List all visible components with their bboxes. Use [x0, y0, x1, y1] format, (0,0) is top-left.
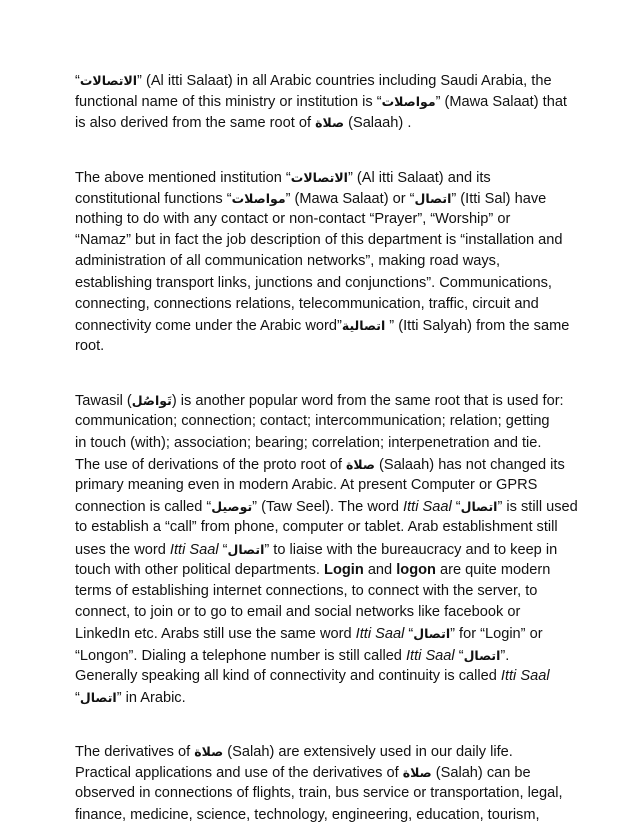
paragraph-gap: [75, 134, 570, 167]
text-segment: “: [75, 73, 80, 89]
text-line: [75, 167, 570, 188]
text-line: [75, 390, 570, 411]
text-line: [75, 560, 570, 581]
bold-term: logon: [396, 561, 436, 578]
text-segment: communication; connection; contact; intercommunication; relation; getting: [75, 413, 550, 430]
text-line: [75, 336, 570, 357]
text-segment: finance, medicine, science, technology, engineering, education, tourism,: [75, 806, 540, 823]
text-segment: connecting, connections relations, telecommunication, traffic, circuit and: [75, 295, 539, 312]
text-line: [75, 411, 570, 432]
text-segment: (Salah) can be: [431, 765, 531, 782]
text-segment: ” (Mawa Salaat) or “: [285, 190, 415, 207]
text-segment: ” (Taw Seel). The word: [252, 499, 404, 516]
arabic-term: صلاة: [315, 115, 345, 131]
paragraph-gap: [75, 708, 570, 741]
arabic-term: اتصال: [414, 190, 452, 206]
text-segment: to establish a “call” from phone, computer or tablet. Arab establishment still: [75, 519, 558, 536]
text-line: [75, 687, 570, 708]
text-line: [75, 805, 570, 826]
arabic-term: الاتصالات: [79, 73, 138, 88]
text-segment: Generally speaking all kind of connectivity and continuity is called: [75, 667, 501, 684]
text-line: [75, 783, 570, 804]
text-segment: ” (Mawa Salaat) that: [435, 94, 567, 111]
text-line: [75, 230, 570, 251]
text-segment: The derivatives of: [75, 744, 195, 761]
text-line: [75, 517, 570, 538]
text-segment: ” for “Login” or: [450, 626, 543, 643]
text-segment: connect, to join or to go to email and social networks like facebook or: [75, 604, 521, 621]
arabic-term: اتصال: [460, 499, 498, 515]
arabic-term: توصيل: [211, 499, 253, 515]
text-line: [75, 496, 578, 517]
italic-term: Itti Saal: [169, 541, 219, 558]
arabic-term: اتصال: [79, 689, 117, 705]
text-segment: administration of all communication networks”, making road ways,: [75, 253, 501, 270]
text-segment: (Salaah) .: [344, 115, 412, 132]
text-line: [75, 666, 570, 687]
text-segment: ” (Al itti Salaat) in all Arabic countries including Saudi Arabia, the: [137, 73, 552, 89]
text-segment: functional name of this ministry or institution is “: [75, 94, 382, 111]
text-segment: ”.: [500, 647, 510, 664]
text-segment: ” (Itti Sal) have: [451, 190, 547, 207]
text-segment: uses the word: [75, 541, 170, 558]
text-segment: are quite modern: [435, 561, 551, 578]
text-segment: primary meaning even in modern Arabic. At present Computer or GPRS: [75, 477, 538, 493]
text-line: [75, 762, 570, 783]
arabic-term: مواصلات: [231, 190, 286, 206]
text-segment: “Namaz” but in fact the job description of this department is “installation and: [75, 232, 563, 249]
paragraph-gap: [75, 357, 570, 390]
text-segment: nothing to do with any contact or non-contact “Prayer”, “Worship” or: [75, 210, 511, 227]
text-line: [75, 581, 570, 602]
text-segment: ” in Arabic.: [116, 689, 186, 706]
italic-term: Itti Saal: [403, 499, 452, 516]
text-segment: Tawasil (: [75, 393, 132, 410]
text-line: [75, 454, 570, 475]
text-segment: (Salah) are extensively used in our daily life.: [223, 744, 513, 761]
text-line: [75, 188, 570, 209]
text-segment: “: [218, 541, 228, 558]
text-segment: in touch (with); association; bearing; correlation; interpenetration and tie.: [75, 434, 542, 451]
text-segment: ” (Al itti Salaat) and its: [347, 169, 491, 186]
arabic-term: صلاة: [194, 744, 224, 760]
text-segment: constitutional functions “: [75, 190, 232, 207]
text-line: [75, 741, 570, 762]
text-segment: Practical applications and use of the derivatives of: [75, 765, 403, 782]
text-line: [75, 645, 570, 666]
arabic-term: اتصال: [413, 626, 451, 642]
italic-term: Itti Saal: [500, 667, 550, 684]
text-line: [75, 433, 570, 454]
arabic-term: مواصلات: [381, 94, 436, 110]
text-line: [75, 273, 570, 294]
italic-term: Itti Saal: [405, 647, 455, 664]
arabic-term: تَواصُل: [131, 393, 172, 409]
text-segment: and: [363, 561, 397, 578]
text-segment: “: [451, 499, 461, 516]
text-line: [75, 91, 570, 112]
arabic-term: اتصال: [463, 647, 501, 663]
text-segment: terms of establishing internet connections, to connect with the server, to: [75, 582, 538, 599]
text-segment: The use of derivations of the proto root of: [75, 456, 346, 473]
text-segment: is also derived from the same root of: [75, 115, 316, 132]
arabic-term: اتصال: [227, 541, 265, 557]
arabic-term: صلاة: [402, 765, 432, 781]
text-segment: root.: [75, 338, 105, 355]
text-segment: LinkedIn etc. Arabs still use the same word: [75, 626, 356, 643]
paragraph: [75, 390, 578, 708]
arabic-term: صلاة: [345, 456, 375, 472]
text-line: [75, 539, 570, 560]
text-line: [75, 475, 570, 496]
text-line: [75, 70, 570, 91]
text-segment: “: [75, 689, 80, 706]
text-line: [75, 112, 570, 133]
text-segment: observed in connections of flights, train, bus service or transportation, legal,: [75, 785, 563, 802]
text-line: [75, 315, 570, 336]
italic-term: Itti Saal: [355, 626, 405, 643]
text-line: [75, 251, 570, 272]
text-segment: connection is called “: [75, 499, 212, 516]
document-body: [75, 70, 578, 826]
text-segment: touch with other political departments.: [75, 561, 325, 578]
text-segment: ) is another popular word from the same root that is used for:: [171, 393, 564, 410]
paragraph: [75, 167, 570, 358]
paragraph: [75, 741, 570, 826]
arabic-term: اتصالية: [341, 317, 386, 333]
text-segment: establishing transport links, junctions and conjunctions”. Communications,: [75, 274, 552, 291]
text-segment: ” is still used: [497, 499, 578, 516]
text-segment: “: [454, 647, 464, 664]
arabic-term: الاتصالات: [290, 169, 348, 185]
text-line: [75, 209, 570, 230]
text-segment: ” (Itti Salyah) from the same: [385, 317, 570, 334]
paragraph: [75, 70, 570, 134]
text-segment: The above mentioned institution “: [75, 169, 291, 186]
text-segment: (Salaah) has not changed its: [374, 456, 565, 473]
text-line: [75, 623, 570, 644]
text-segment: connectivity come under the Arabic word”: [75, 317, 342, 334]
text-segment: ” to liaise with the bureaucracy and to keep in: [264, 541, 558, 558]
bold-term: Login: [324, 561, 364, 578]
text-segment: “: [404, 626, 414, 643]
text-segment: “Longon”. Dialing a telephone number is still called: [75, 647, 406, 664]
text-line: [75, 294, 570, 315]
text-line: [75, 602, 570, 623]
